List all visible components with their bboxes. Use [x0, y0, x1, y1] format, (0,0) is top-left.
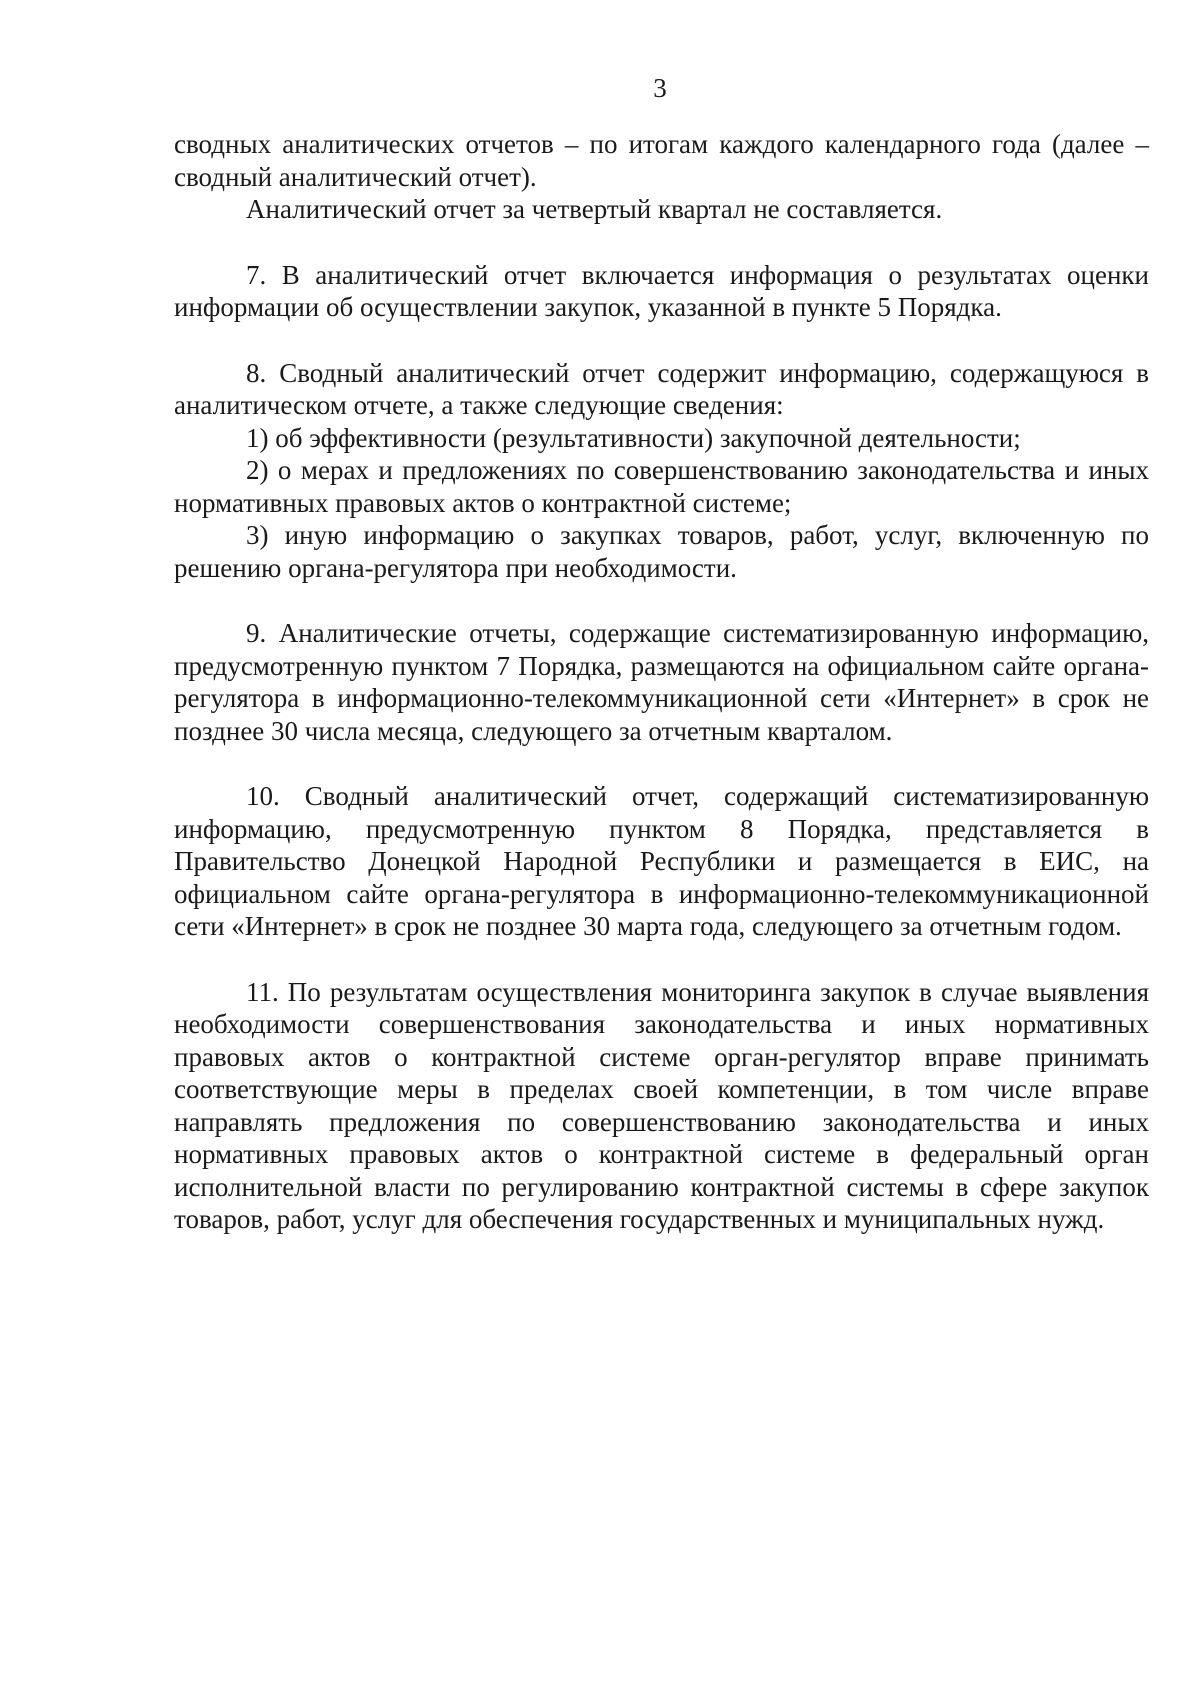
- paragraph-spacer: [174, 584, 1149, 617]
- paragraph-fourth-quarter-note: Аналитический отчет за четвертый квартал не составляется.: [246, 194, 943, 224]
- document-body: [174, 128, 1149, 1236]
- paragraph-spacer: [174, 226, 1149, 259]
- page-number: 3: [653, 73, 667, 103]
- paragraph-item-8-sub-1: 1) об эффективности (результативности) закупочной деятельности;: [246, 422, 1021, 453]
- paragraph-item-7: 7. В аналитический отчет включается информация о результатах оценки информации об осуществлении закупок, указанной в пункте 5 Порядка.: [174, 259, 1149, 322]
- paragraph-item-8-sub-3: 3) иную информацию о закупках товаров, работ, услуг, включенную по решению органа-регулятора при необходимости.: [174, 520, 1149, 583]
- paragraph-item-8-sub-2: 2) о мерах и предложениях по совершенствованию законодательства и иных нормативных правовых актов о контрактной системе;: [174, 455, 1149, 518]
- paragraph-continuation: сводных аналитических отчетов – по итогам каждого календарного года (далее – сводный аналитический отчет).: [174, 129, 1149, 192]
- paragraph-item-8: 8. Сводный аналитический отчет содержит информацию, содержащуюся в аналитическом отчете, а также следующие сведения:: [174, 357, 1149, 420]
- paragraph-item-9: 9. Аналитические отчеты, содержащие систематизированную информацию, предусмотренную пунктом 7 Порядка, размещаются на официальном сайте органа-регулятора в информационно-телекоммуникационной сети «Интернет» в срок не позднее 30 числа месяца, следующего за отчетным кварталом.: [174, 618, 1149, 746]
- paragraph-spacer: [174, 943, 1149, 976]
- paragraph-spacer: [174, 324, 1149, 357]
- paragraph-item-11: 11. По результатам осуществления мониторинга закупок в случае выявления необходимости совершенствования законодательства и иных нормативных правовых актов о контрактной системе орган-регулятор вправе принимать соответствующие меры в пределах своей компетенции, в том числе вправе направлять предложения по совершенствованию законодательства и иных нормативных правовых актов о контрактной системе в федеральный орган исполнительной власти по регулированию контрактной системы в сфере закупок товаров, работ, услуг для обеспечения государственных и муниципальных нужд.: [174, 976, 1149, 1234]
- paragraph-item-10: 10. Сводный аналитический отчет, содержащий систематизированную информацию, предусмотренную пунктом 8 Порядка, представляется в Правительство Донецкой Народной Республики и размещается в ЕИС, на официальном сайте органа-регулятора в информационно-телекоммуникационной сети «Интернет» в срок не позднее 30 марта года, следующего за отчетным годом.: [174, 781, 1149, 941]
- paragraph-spacer: [174, 747, 1149, 780]
